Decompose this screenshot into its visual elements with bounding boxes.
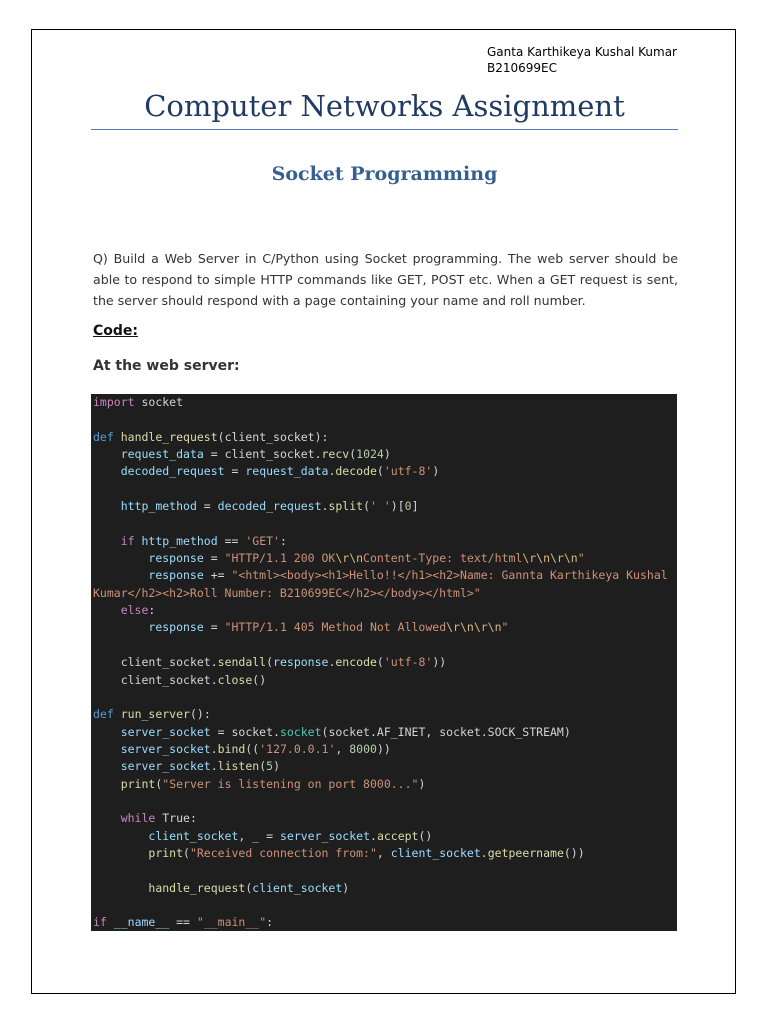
document-subtitle: Socket Programming <box>271 163 498 185</box>
title-divider <box>91 129 678 130</box>
code-line: response = "HTTP/1.1 200 OK\r\nContent-Type: text/html\r\n\r\n" <box>148 551 585 566</box>
code-line <box>93 515 675 532</box>
question-paragraph <box>93 248 678 311</box>
code-line: client_socket.close() <box>93 672 267 687</box>
code-line <box>93 637 675 654</box>
code-line: request_data = client_socket.recv(1024) <box>120 447 391 462</box>
code-line: server_socket.bind(('127.0.0.1', 8000)) <box>120 741 391 756</box>
question-text: Build a Web Server in C/Python using Socket programming. The web server should be able to respond to simple HTTP commands like GET, POST etc. When a GET request is sent, the server should respond with a page containing your name and roll number. <box>93 251 678 308</box>
question-label: Q) <box>93 251 108 266</box>
code-listing <box>91 394 677 931</box>
code-line: http_method = decoded_request.split(' ')[0] <box>120 499 419 514</box>
code-line <box>93 793 675 810</box>
author-block <box>487 44 677 76</box>
code-line: client_socket, _ = server_socket.accept() <box>148 828 433 843</box>
code-heading: Code: <box>93 323 139 339</box>
code-line: if __name__ == "__main__": <box>93 915 274 930</box>
code-line: while True: <box>120 811 197 826</box>
code-line: def handle_request(client_socket): <box>93 429 329 444</box>
code-line: response = "HTTP/1.1 405 Method Not Allowed\r\n\r\n" <box>148 620 509 635</box>
code-line: def run_server(): <box>93 707 211 722</box>
code-line: print("Received connection from:", client_socket.getpeername()) <box>148 845 585 860</box>
code-line: else: <box>120 603 156 618</box>
code-line: print("Server is listening on port 8000...") <box>120 776 426 791</box>
code-line: client_socket.sendall(response.encode('utf-8')) <box>93 655 447 670</box>
author-name: Ganta Karthikeya Kushal Kumar <box>487 45 677 59</box>
code-line: response += "<html><body><h1>Hello!!</h1><h2>Name: Gannta Karthikeya Kushal Kumar</h2><h2>Roll Number: B210699EC</h2></body></html>" <box>93 568 675 600</box>
server-heading: At the web server: <box>93 358 240 374</box>
code-line <box>93 411 675 428</box>
code-line: handle_request(client_socket) <box>148 880 350 895</box>
roll-number: B210699EC <box>487 61 558 75</box>
code-line: decoded_request = request_data.decode('utf-8') <box>120 464 440 479</box>
document-title: Computer Networks Assignment <box>144 89 625 123</box>
code-line <box>93 689 675 706</box>
code-line: import socket <box>93 395 184 409</box>
code-line: server_socket.listen(5) <box>120 759 281 774</box>
code-line <box>93 897 675 914</box>
code-line <box>93 481 675 498</box>
code-block <box>91 394 677 931</box>
code-line: server_socket = socket.socket(socket.AF_INET, socket.SOCK_STREAM) <box>120 724 571 739</box>
code-line: if http_method == 'GET': <box>120 533 287 548</box>
code-line <box>93 862 675 879</box>
